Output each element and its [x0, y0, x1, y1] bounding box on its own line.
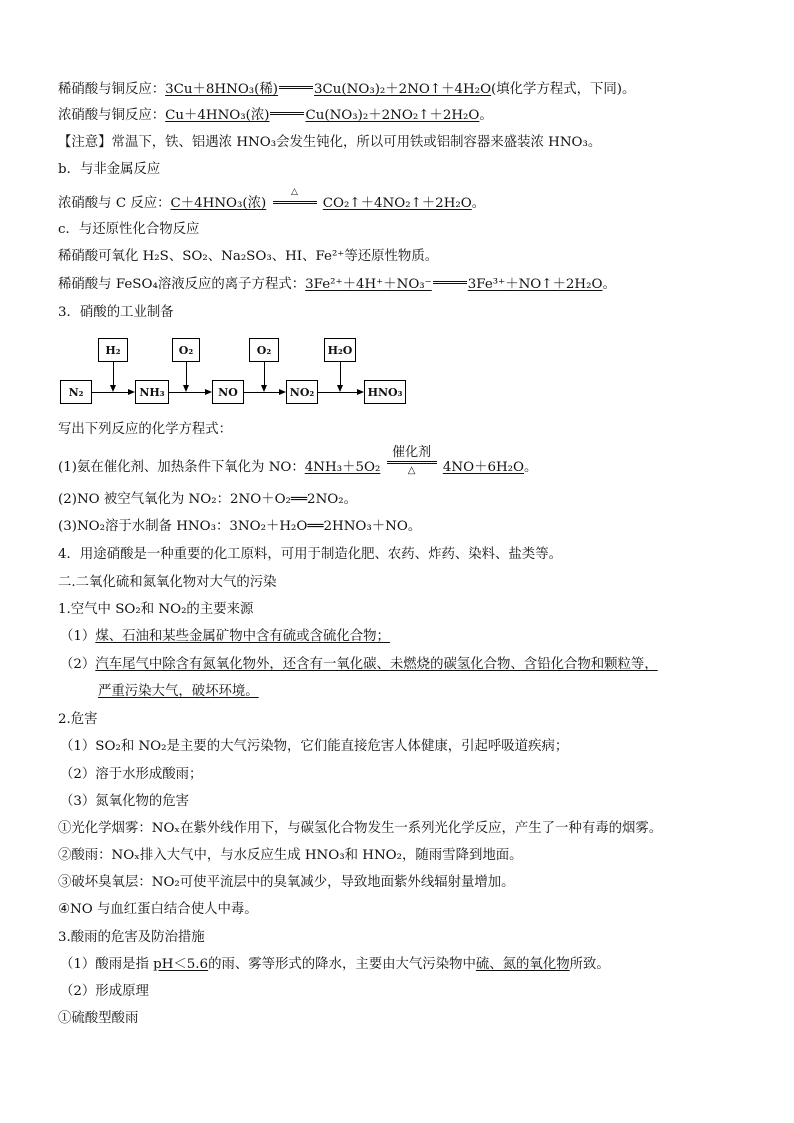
arrow-head-icon — [357, 389, 364, 395]
sources-heading: 1.空气中 SO₂和 NO₂的主要来源 — [58, 602, 254, 617]
line-label: 稀硝酸与铜反应： — [58, 82, 166, 97]
catalyst-condition: 催化剂 △ — [387, 455, 437, 473]
arrow-line — [264, 362, 265, 386]
equation-lhs: C＋4HNO₃(浓) — [170, 196, 267, 211]
no-oxidation-line: (2)NO 被空气氧化为 NO₂：2NO＋O₂══2NO₂。 — [58, 492, 358, 507]
h2-input-box: H₂ — [98, 338, 128, 362]
o2-input-box-2: O₂ — [249, 338, 279, 362]
acid-rain-heading: 3.酸雨的危害及防治措施 — [58, 930, 205, 945]
ammonia-oxidation-line: (1)氨在催化剂、加热条件下氧化为 NO：4NH₃＋5O₂ 催化剂 △ 4NO＋6H₂O。 — [58, 445, 538, 476]
o2-input-box: O₂ — [172, 338, 200, 362]
source-item-1: （1）煤、石油和某些金属矿物中含有硫或含硫化合物； — [60, 629, 390, 644]
line-suffix: (填化学方程式，下同)。 — [491, 82, 636, 97]
no-box: NO — [212, 380, 244, 404]
note-passivation: 【注意】常温下，铁、铝遇浓 HNO₃会发生钝化，所以可用铁或铝制容器来盛装浓 HNO₃。 — [58, 135, 602, 150]
formation-principle: （2）形成原理 — [60, 984, 149, 999]
arrow-down-icon — [110, 385, 116, 392]
arrow-line — [169, 392, 205, 393]
n2-box: N₂ — [60, 380, 92, 404]
line-label: 浓硝酸与 C 反应： — [58, 196, 171, 211]
equation-answer: 3Cu＋8HNO₃(稀) 3Cu(NO₃)₂＋2NO↑＋4H₂O — [165, 82, 492, 97]
line-label: 稀硝酸与 FeSO₄溶液反应的离子方程式： — [58, 277, 306, 292]
nh3-box: NH₃ — [135, 380, 169, 404]
arrow-head-icon — [128, 389, 135, 395]
arrow-down-icon — [337, 385, 343, 392]
dilute-nitric-copper-line — [58, 80, 635, 100]
arrow-line — [113, 362, 114, 386]
line-label: (1)氨在催化剂、加热条件下氧化为 NO： — [58, 460, 305, 475]
arrow-down-icon — [261, 385, 267, 392]
equation-rhs: 4NO＋6H₂O — [442, 460, 525, 475]
section-b-heading: b．与非金属反应 — [58, 162, 161, 177]
sulfuric-acid-rain: ①硫酸型酸雨 — [58, 1011, 139, 1026]
write-equations-prompt: 写出下列反应的化学方程式： — [58, 422, 233, 437]
source-item-2: （2）汽车尾气中除含有氮氧化物外，还含有一氧化碳、未燃烧的碳氢化合物、含铅化合物和颗粒等， — [60, 657, 658, 672]
arrow-line — [318, 392, 357, 393]
hemoglobin-line: ④NO 与血红蛋白结合使人中毒。 — [58, 902, 258, 917]
equals-sign — [270, 112, 304, 115]
arrow-head-icon — [279, 389, 286, 395]
industrial-prep-heading: 3．硝酸的工业制备 — [58, 305, 174, 320]
feso4-ionic-equation-line: 稀硝酸与 FeSO₄溶液反应的离子方程式：3Fe²⁺＋4H⁺＋NO₃⁻ 3Fe³⁺＋NO↑＋2H₂O。 — [58, 277, 616, 292]
hno3-box: HNO₃ — [364, 380, 406, 404]
section-two-heading: 二.二氧化硫和氮氧化物对大气的污染 — [58, 575, 277, 590]
arrow-line — [92, 392, 128, 393]
line-suffix: 。 — [479, 108, 493, 123]
equation-rhs: CO₂↑＋4NO₂↑＋2H₂O — [322, 196, 472, 211]
arrow-line — [340, 362, 341, 386]
harm-item-3: （3）氮氧化物的危害 — [60, 794, 190, 809]
no2-water-line: (3)NO₂溶于水制备 HNO₃：3NO₂＋H₂O══2HNO₃＋NO。 — [58, 519, 422, 534]
arrow-line — [186, 362, 187, 386]
arrow-line — [244, 392, 279, 393]
line-label: 浓硝酸与铜反应： — [58, 108, 166, 123]
heating-condition: △ — [273, 192, 317, 210]
arrow-down-icon — [183, 385, 189, 392]
conc-nitric-carbon-line: 浓硝酸与 C 反应：C＋4HNO₃(浓) △ CO₂↑＋4NO₂↑＋2H₂O。 — [58, 187, 486, 211]
acid-rain-definition: （1）酸雨是指 pH＜5.6的雨、雾等形式的降水，主要由大气污染物中硫、氮的氧化物所致。 — [60, 957, 610, 972]
harm-item-1: （1）SO₂和 NO₂是主要的大气污染物，它们能直接危害人体健康，引起呼吸道疾病； — [60, 739, 569, 754]
h2o-input-box: H₂O — [324, 338, 356, 362]
ozone-line: ③破坏臭氧层：NO₂可使平流层中的臭氧减少，导致地面紫外线辐射量增加。 — [58, 875, 515, 890]
reducing-substances-line: 稀硝酸可氧化 H₂S、SO₂、Na₂SO₃、HI、Fe²⁺等还原性物质。 — [58, 249, 439, 264]
source-item-2-continued: 严重污染大气，破坏环境。 — [98, 684, 259, 699]
harm-item-2: （2）溶于水形成酸雨； — [60, 767, 203, 782]
ionic-equation-answer: 3Fe²⁺＋4H⁺＋NO₃⁻ 3Fe³⁺＋NO↑＋2H₂O — [305, 277, 603, 292]
no2-box: NO₂ — [286, 380, 318, 404]
harm-heading: 2.危害 — [58, 712, 98, 727]
equals-sign — [279, 86, 313, 89]
arrow-head-icon — [205, 389, 212, 395]
smog-line: ①光化学烟雾：NOₓ在紫外线作用下，与碳氢化合物发生一系列光化学反应，产生了一种有毒的烟雾。 — [58, 821, 663, 836]
conc-nitric-copper-line — [58, 106, 493, 126]
equals-sign — [433, 281, 467, 284]
equation-answer: Cu＋4HNO₃(浓) Cu(NO₃)₂＋2NO₂↑＋2H₂O — [165, 108, 480, 123]
uses-line: 4．用途硝酸是一种重要的化工原料，可用于制造化肥、农药、炸药、染料、盐类等。 — [58, 547, 562, 562]
equation-lhs: 4NH₃＋5O₂ — [304, 460, 381, 475]
section-c-heading: c．与还原性化合物反应 — [58, 222, 200, 237]
acid-rain-line: ②酸雨：NOₓ排入大气中，与水反应生成 HNO₃和 HNO₂，随雨雪降到地面。 — [58, 848, 523, 863]
